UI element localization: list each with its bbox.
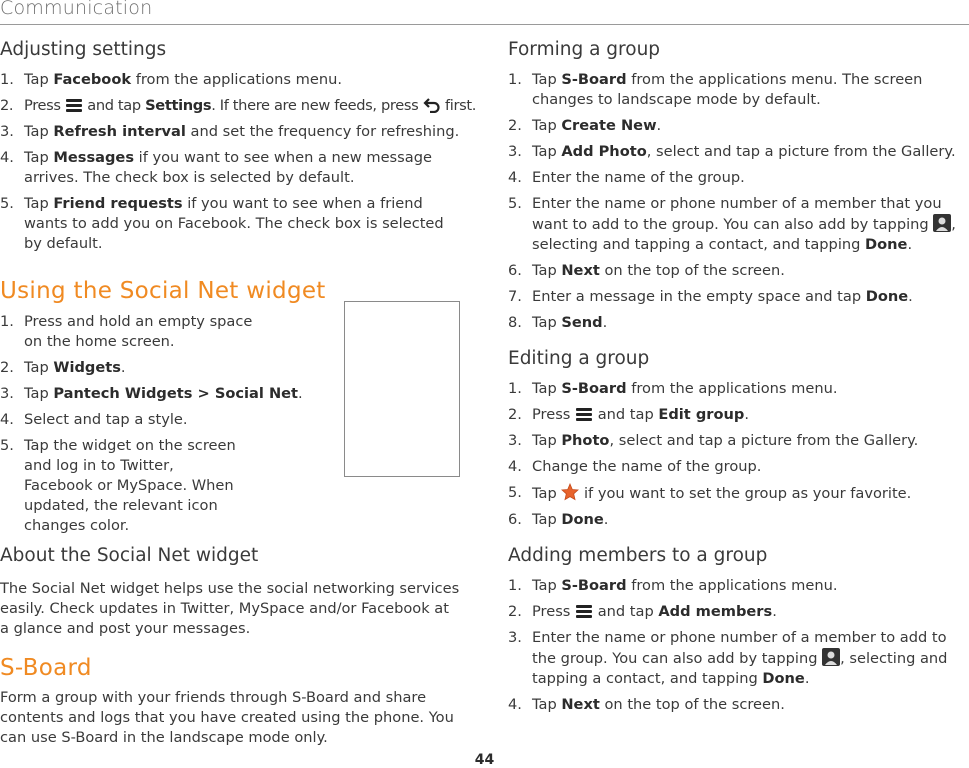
adjusting-settings-heading: Adjusting settings bbox=[0, 39, 167, 60]
about-social-net-body: The Social Net widget helps use the social networking services easily. Check updates in Twitter, MySpace and/or Facebook at a glance and post your messages. bbox=[0, 580, 460, 637]
list-item: 1. Tap S-Board from the applications menu. The screen changes to landscape mode by default. bbox=[508, 71, 923, 108]
list-item: 8. Tap Send. bbox=[508, 314, 608, 331]
list-item: 4. Tap Messages if you want to see when a new message arrives. The check box is selected by default. bbox=[0, 149, 432, 186]
editing-group-heading: Editing a group bbox=[508, 348, 650, 369]
forming-group-steps bbox=[508, 70, 960, 333]
list-item: 4. Select and tap a style. bbox=[0, 411, 188, 428]
list-item: 7. Enter a message in the empty space and tap Done. bbox=[508, 288, 913, 305]
list-item: 6. Tap Next on the top of the screen. bbox=[508, 262, 785, 279]
menu-icon bbox=[575, 603, 593, 619]
list-item: 5. Tap if you want to set the group as your favorite. bbox=[508, 484, 912, 502]
adding-members-steps bbox=[508, 576, 960, 715]
back-icon bbox=[423, 97, 441, 113]
adjusting-settings-steps bbox=[0, 70, 477, 254]
social-net-widget-heading: Using the Social Net widget bbox=[0, 278, 326, 304]
contact-icon bbox=[822, 648, 840, 664]
list-item: 2. Tap Create New. bbox=[508, 117, 662, 134]
list-item: 2. Press and tap Add members. bbox=[508, 603, 777, 620]
page-number: 44 bbox=[474, 752, 495, 768]
menu-icon bbox=[575, 406, 593, 422]
list-item: 1. Tap S-Board from the applications menu. bbox=[508, 577, 838, 594]
list-item: 6. Tap Done. bbox=[508, 511, 609, 528]
forming-group-heading: Forming a group bbox=[508, 39, 661, 60]
list-item: 2. Tap Widgets. bbox=[0, 359, 126, 376]
section-header: Communication bbox=[0, 0, 153, 19]
list-item: 4. Change the name of the group. bbox=[508, 458, 762, 475]
list-item: 5. Tap Friend requests if you want to see when a friend wants to add you on Facebook. The check box is selected by default. bbox=[0, 195, 444, 252]
menu-icon bbox=[65, 97, 83, 113]
list-item: 3. Tap Add Photo, select and tap a picture from the Gallery. bbox=[508, 143, 956, 160]
widget-screenshot-placeholder bbox=[344, 301, 460, 477]
favorite-star-icon bbox=[561, 483, 579, 499]
list-item: 4. Tap Next on the top of the screen. bbox=[508, 696, 785, 713]
adding-members-heading: Adding members to a group bbox=[508, 545, 768, 566]
list-item: 2. Press and tap Edit group. bbox=[508, 406, 749, 423]
list-item: 1. Press and hold an empty space on the home screen. bbox=[0, 313, 253, 350]
social-net-widget-steps bbox=[0, 312, 303, 536]
editing-group-steps bbox=[508, 379, 960, 530]
contact-icon bbox=[933, 214, 951, 230]
list-item: 4. Enter the name of the group. bbox=[508, 169, 745, 186]
s-board-heading: S-Board bbox=[0, 655, 92, 681]
list-item: 3. Enter the name or phone number of a member to add to the group. You can also add by tapping , selecting and tapping a contact, and tapping Done. bbox=[508, 629, 948, 687]
s-board-body: Form a group with your friends through S-Board and share contents and logs that you have created using the phone. You can use S-Board in the landscape mode only. bbox=[0, 689, 454, 746]
right-column bbox=[508, 36, 960, 715]
list-item: 1. Tap Facebook from the applications menu. bbox=[0, 71, 342, 88]
list-item: 3. Tap Refresh interval and set the frequency for refreshing. bbox=[0, 123, 460, 140]
about-social-net-heading: About the Social Net widget bbox=[0, 545, 259, 566]
list-item: 2. Press and tap Settings. If there are new feeds, press first. bbox=[0, 97, 477, 114]
header-divider bbox=[0, 24, 969, 25]
list-item: 5. Tap the widget on the screen and log in to Twitter, Facebook or MySpace. When updated, the relevant icon changes color. bbox=[0, 437, 236, 534]
list-item: 1. Tap S-Board from the applications menu. bbox=[508, 380, 838, 397]
list-item: 3. Tap Photo, select and tap a picture from the Gallery. bbox=[508, 432, 919, 449]
list-item: 5. Enter the name or phone number of a member that you want to add to the group. You can also add by tapping , selecting and tapping a contact, and tapping Done. bbox=[508, 195, 956, 253]
list-item: 3. Tap Pantech Widgets > Social Net. bbox=[0, 385, 303, 402]
